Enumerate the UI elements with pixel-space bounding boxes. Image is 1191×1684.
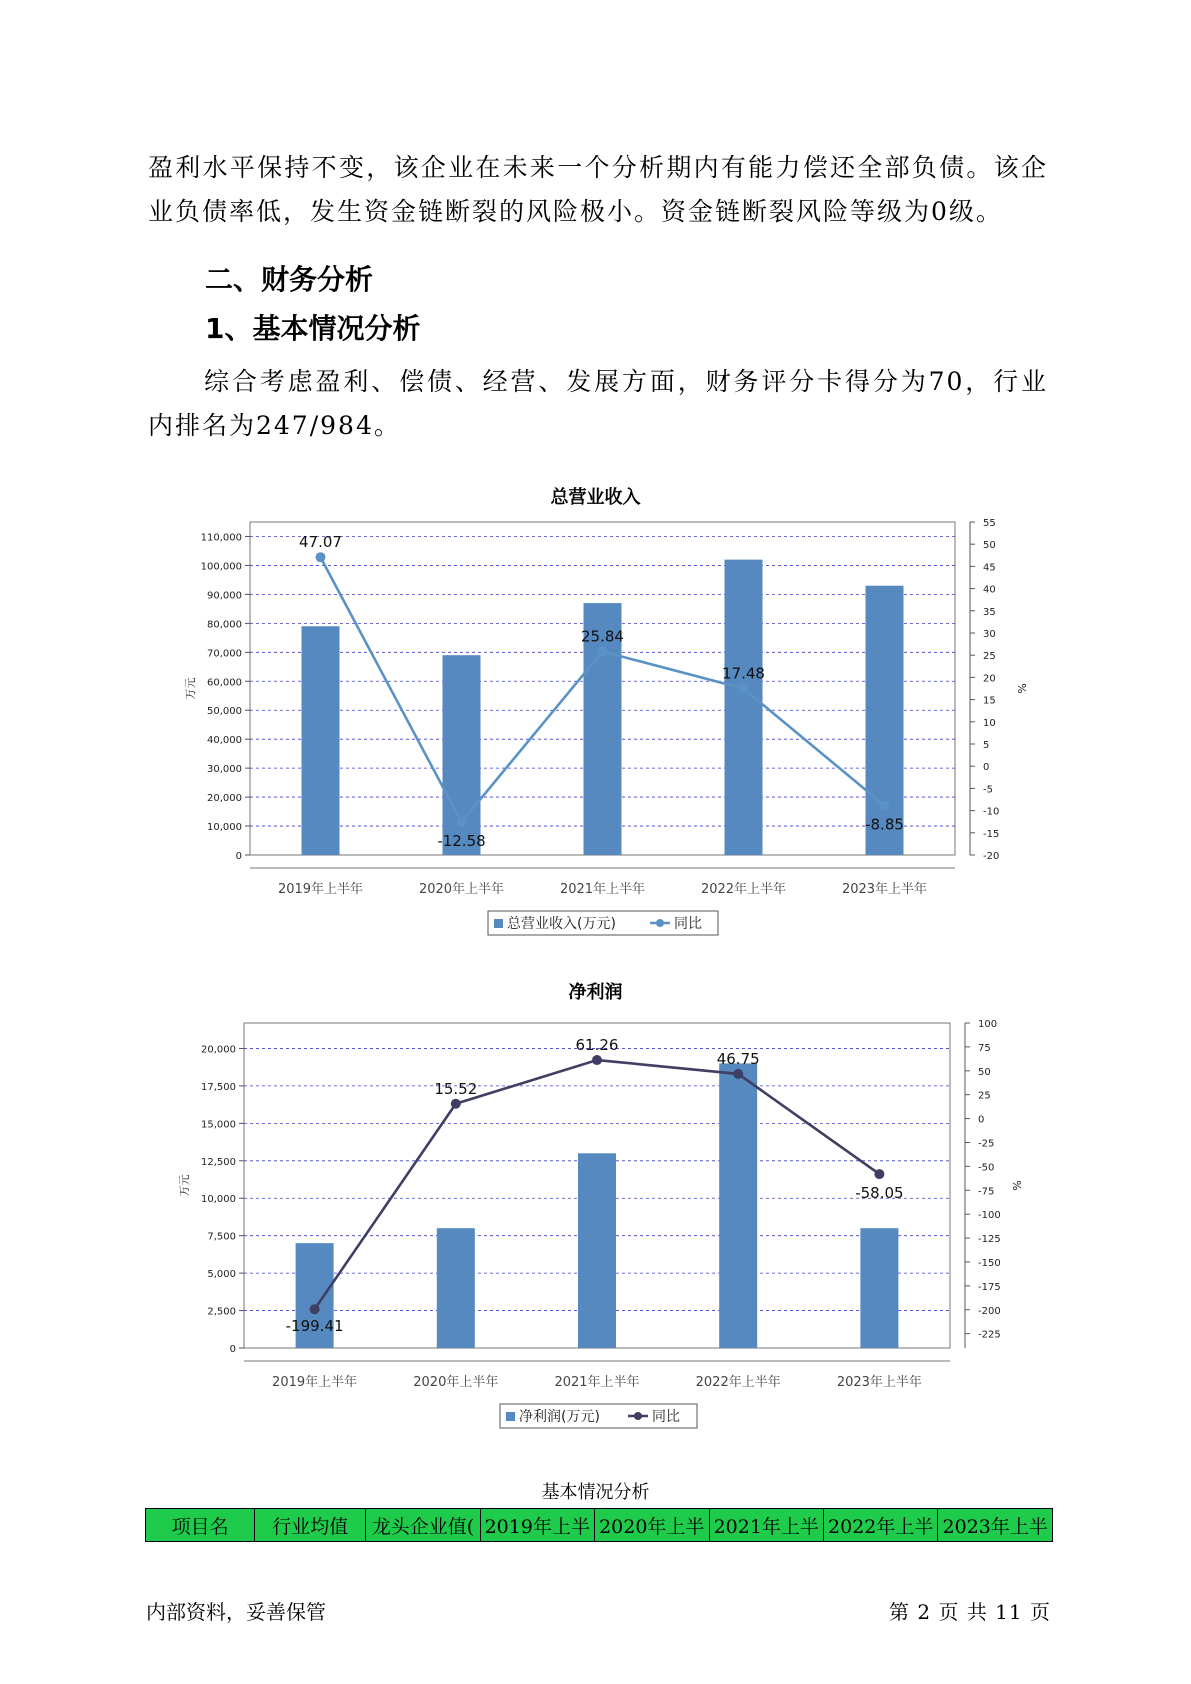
data-label: -199.41 — [285, 1317, 344, 1336]
chart-title-net-profit: 净利润 — [568, 982, 623, 1003]
y2-tick-label: -15 — [983, 828, 1000, 840]
y-tick-label: 50,000 — [207, 706, 242, 718]
x-tick-label: 2020年上半年 — [413, 1375, 499, 1390]
y-tick-label: 0 — [235, 851, 242, 862]
bar — [725, 560, 763, 855]
y2-tick-label: -200 — [978, 1305, 1001, 1317]
x-tick-label: 2021年上半年 — [559, 882, 646, 897]
table-header-cell: 2023年上半 — [938, 1509, 1053, 1542]
y2-tick-label: 0 — [983, 762, 990, 774]
subsection-heading-basic-analysis: 1、基本情况分析 — [205, 312, 421, 345]
y2-tick-label: 50 — [978, 1066, 991, 1078]
bar — [302, 626, 340, 855]
table-header-cell: 2021年上半 — [709, 1509, 823, 1542]
y2-tick-label: -225 — [978, 1329, 1001, 1341]
y-tick-label: 15,000 — [201, 1119, 236, 1131]
y-tick-label: 10,000 — [207, 822, 242, 834]
section-heading-financial-analysis: 二、财务分析 — [205, 263, 374, 296]
yoy-point — [451, 1099, 461, 1109]
basic-analysis-table — [145, 1508, 1053, 1542]
table-header-cell: 2022年上半 — [823, 1509, 937, 1542]
table-header-cell: 2019年上半 — [480, 1509, 594, 1542]
y2-tick-label: 15 — [983, 695, 996, 707]
y-tick-label: 0 — [229, 1344, 236, 1355]
y-tick-label: 10,000 — [201, 1194, 236, 1206]
y2-tick-label: 75 — [978, 1042, 991, 1054]
legend-line-marker — [656, 919, 664, 927]
y2-tick-label: -20 — [983, 851, 1000, 862]
y-tick-label: 100,000 — [200, 561, 242, 573]
y2-tick-label: 25 — [983, 651, 996, 663]
yoy-point — [457, 817, 467, 827]
yoy-point — [592, 1055, 602, 1065]
y-tick-label: 17,500 — [201, 1081, 236, 1093]
y-axis-title: 万元 — [178, 1174, 191, 1197]
legend-line-marker — [634, 1412, 642, 1420]
y2-tick-label: 0 — [978, 1114, 985, 1126]
y2-tick-label: -150 — [978, 1257, 1001, 1269]
data-label: -12.58 — [437, 832, 486, 851]
data-label: -58.05 — [855, 1184, 904, 1203]
y2-tick-label: -125 — [978, 1234, 1001, 1246]
y-tick-label: 2,500 — [207, 1306, 236, 1318]
yoy-point — [316, 552, 326, 562]
x-tick-label: 2023年上半年 — [841, 882, 928, 897]
y2-tick-label: 100 — [978, 1019, 998, 1030]
x-tick-label: 2020年上半年 — [418, 882, 505, 897]
footer-page-number: 第 2 页 共 11 页 — [889, 1600, 1051, 1624]
legend-line-label: 同比 — [652, 1409, 680, 1425]
yoy-point — [739, 684, 749, 694]
y2-tick-label: 25 — [978, 1090, 991, 1102]
y2-tick-label: 30 — [983, 629, 996, 640]
paragraph-score-summary: 综合考虑盈利、偿债、经营、发展方面，财务评分卡得分为70，行业内排名为247/984。 — [148, 367, 1048, 440]
y2-tick-label: 55 — [983, 518, 996, 529]
data-label: 61.26 — [575, 1036, 619, 1055]
paragraph-risk-summary: 盈利水平保持不变，该企业在未来一个分析期内有能力偿还全部负债。该企业负债率低，发生资金链断裂的风险极小。资金链断裂风险等级为0级。 — [148, 153, 1048, 226]
chart-title-revenue: 总营业收入 — [550, 487, 641, 508]
y2-tick-label: 10 — [983, 717, 996, 729]
bar — [578, 1153, 616, 1348]
y-tick-label: 20,000 — [201, 1044, 236, 1056]
revenue-chart — [170, 510, 1028, 932]
data-label: 15.52 — [434, 1079, 478, 1098]
y-axis-title: 万元 — [184, 677, 197, 700]
yoy-point — [880, 800, 890, 810]
legend-bar-label: 总营业收入(万元) — [507, 916, 616, 932]
legend-bar-swatch — [506, 1412, 515, 1421]
y2-tick-label: -25 — [978, 1138, 995, 1150]
net-profit-chart — [170, 1005, 1023, 1430]
x-tick-label: 2019年上半年 — [277, 882, 364, 897]
y2-axis-title: % — [1015, 683, 1028, 694]
x-tick-label: 2021年上半年 — [554, 1375, 640, 1390]
y2-tick-label: -175 — [978, 1281, 1001, 1293]
y-tick-label: 80,000 — [207, 619, 242, 631]
y-tick-label: 70,000 — [207, 648, 242, 660]
y-tick-label: 30,000 — [207, 764, 242, 776]
table-header-cell: 龙头企业值( — [366, 1509, 480, 1542]
bar — [860, 1228, 898, 1348]
data-label: 25.84 — [581, 627, 624, 646]
data-label: 47.07 — [299, 533, 342, 552]
yoy-point — [598, 646, 608, 656]
y2-tick-label: -75 — [978, 1186, 995, 1198]
y-tick-label: 20,000 — [207, 793, 242, 805]
y2-tick-label: -50 — [978, 1162, 995, 1174]
y2-tick-label: -5 — [983, 784, 993, 796]
legend-bar-swatch — [494, 919, 503, 928]
yoy-point — [874, 1169, 884, 1179]
y-tick-label: 90,000 — [207, 590, 242, 602]
y-tick-label: 5,000 — [207, 1269, 236, 1281]
legend-bar-label: 净利润(万元) — [519, 1409, 600, 1425]
yoy-point — [310, 1304, 320, 1314]
x-tick-label: 2019年上半年 — [272, 1375, 358, 1390]
table-header-cell: 项目名 — [146, 1509, 255, 1542]
data-label: -8.85 — [865, 815, 904, 834]
table-header-cell: 2020年上半 — [595, 1509, 709, 1542]
table-caption: 基本情况分析 — [541, 1482, 650, 1503]
data-label: 17.48 — [722, 664, 765, 683]
x-tick-label: 2022年上半年 — [700, 882, 787, 897]
table-header-row — [146, 1509, 1053, 1542]
y2-axis-title: % — [1010, 1180, 1023, 1191]
y2-tick-label: 45 — [983, 562, 996, 574]
data-label: 46.75 — [716, 1049, 760, 1068]
y2-tick-label: 5 — [983, 740, 990, 751]
legend-line-label: 同比 — [674, 916, 702, 932]
y2-tick-label: 35 — [983, 606, 996, 618]
y-tick-label: 7,500 — [207, 1231, 236, 1243]
y-tick-label: 60,000 — [207, 677, 242, 689]
x-tick-label: 2022年上半年 — [695, 1375, 781, 1390]
y2-tick-label: 40 — [983, 584, 996, 596]
table-header-cell: 行业均值 — [255, 1509, 366, 1542]
y-tick-label: 12,500 — [201, 1156, 236, 1168]
bar — [719, 1063, 757, 1348]
footer-confidential-note: 内部资料，妥善保管 — [146, 1600, 326, 1624]
yoy-point — [733, 1069, 743, 1079]
y-tick-label: 110,000 — [200, 532, 242, 544]
y2-tick-label: -10 — [983, 806, 1000, 818]
bar — [437, 1228, 475, 1348]
y2-tick-label: 50 — [983, 540, 996, 552]
y2-tick-label: 20 — [983, 673, 996, 685]
y2-tick-label: -100 — [978, 1210, 1001, 1222]
x-tick-label: 2023年上半年 — [836, 1375, 922, 1390]
y-tick-label: 40,000 — [207, 735, 242, 747]
